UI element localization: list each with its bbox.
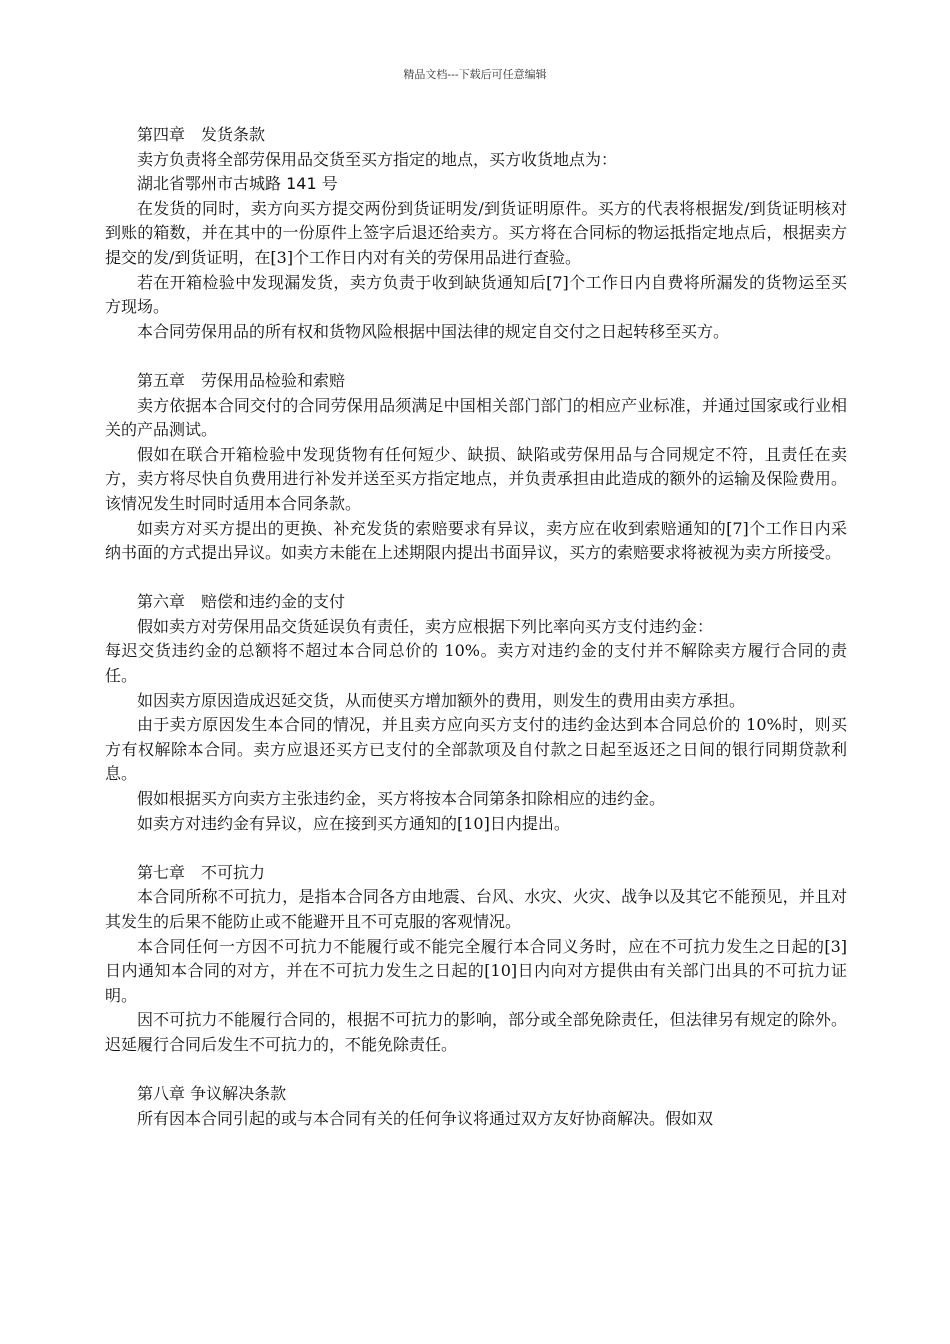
paragraph: 在发货的同时，卖方向买方提交两份到货证明发/到货证明原件。买方的代表将根据发/到货证明核对到账的箱数，并在其中的一份原件上签字后退还给卖方。买方将在合同标的物运抵指定地点后，根据卖方提交的发/到货证明，在[3]个工作日内对有关的劳保用品进行查验。 [105,198,847,267]
paragraph: 所有因本合同引起的或与本合同有关的任何争议将通过双方友好协商解决。假如双 [137,1108,714,1128]
document-body [105,123,847,1131]
paragraph: 因不可抗力不能履行合同的，根据不可抗力的影响，部分或全部免除责任，但法律另有规定的除外。迟延履行合同后发生不可抗力的，不能免除责任。 [105,1010,847,1054]
chapter-5 [105,369,847,566]
paragraph: 如因卖方原因造成迟延交货，从而使买方增加额外的费用，则发生的费用由卖方承担。 [137,690,746,710]
chapter-6 [105,590,847,836]
chapter-title: 第七章 不可抗力 [137,862,266,882]
chapter-title: 第六章 赔偿和违约金的支付 [137,592,346,612]
paragraph: 如卖方对买方提出的更换、补充发货的索赔要求有异议，卖方应在收到索赔通知的[7]个工作日内采纳书面的方式提出异议。如卖方未能在上述期限内提出书面异议，买方的索赔要求将被视为卖方所接受。 [105,518,847,563]
paragraph: 假如在联合开箱检验中发现货物有任何短少、缺损、缺陷或劳保用品与合同规定不符，且责任在卖方，卖方将尽快自负费用进行补发并送至买方指定地点，并负责承担由此造成的额外的运输及保险费用。该情况发生时同时适用本合同条款。 [105,444,847,513]
page-header: 精品文档---下载后可任意编辑 [403,68,547,81]
chapter-4 [105,123,847,344]
paragraph: 若在开箱检验中发现漏发货，卖方负责于收到缺货通知后[7]个工作日内自费将所漏发的货物运至买方现场。 [105,272,847,317]
paragraph: 卖方依据本合同交付的合同劳保用品须满足中国相关部门部门的相应产业标准，并通过国家或行业相关的产品测试。 [105,395,847,440]
chapter-title: 第五章 劳保用品检验和索赔 [137,370,346,390]
paragraph: 每迟交货违约金的总额将不超过本合同总价的 10%。卖方对违约金的支付并不解除卖方履行合同的责任。 [105,641,847,686]
paragraph: 由于卖方原因发生本合同的情况，并且卖方应向买方支付的违约金达到本合同总价的 10%时，则买方有权解除本合同。卖方应退还买方已支付的全部款项及自付款之日起至返还之日间的银行同期贷款利息。 [105,715,847,784]
paragraph: 本合同任何一方因不可抗力不能履行或不能完全履行本合同义务时，应在不可抗力发生之日起的[3]日内通知本合同的对方，并在不可抗力发生之日起的[10]日内向对方提供由有关部门出具的不可抗力证明。 [105,936,847,1005]
paragraph: 本合同劳保用品的所有权和货物风险根据中国法律的规定自交付之日起转移至买方。 [137,321,730,341]
chapter-title: 第八章 争议解决条款 [137,1084,287,1104]
paragraph: 假如根据买方向卖方主张违约金，买方将按本合同第条扣除相应的违约金。 [137,789,666,809]
delivery-address: 湖北省鄂州市古城路 141 号 [137,174,338,194]
paragraph: 卖方负责将全部劳保用品交货至买方指定的地点，买方收货地点为： [137,149,618,169]
paragraph: 本合同所称不可抗力，是指本合同各方由地震、台风、水灾、火灾、战争以及其它不能预见，并且对其发生的后果不能防止或不能避开且不可克服的客观情况。 [105,887,847,931]
chapter-title: 第四章 发货条款 [137,125,266,144]
paragraph: 如卖方对违约金有异议，应在接到买方通知的[10]日内提出。 [137,813,570,833]
chapter-8 [105,1082,847,1131]
chapter-7 [105,861,847,1058]
paragraph: 假如卖方对劳保用品交货延误负有责任，卖方应根据下列比率向买方支付违约金： [137,616,714,636]
